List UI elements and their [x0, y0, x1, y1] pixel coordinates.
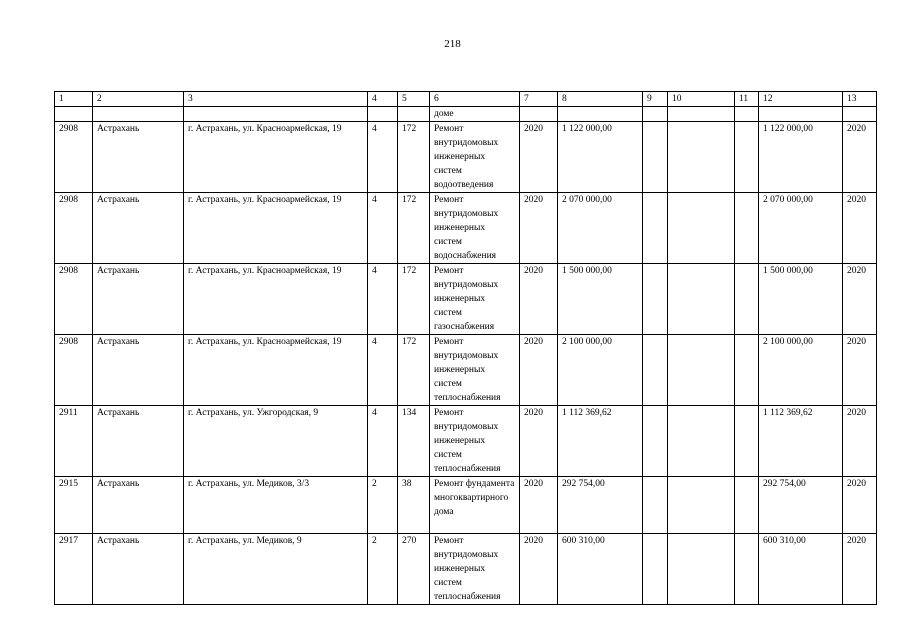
- year-cell: 2020: [520, 477, 558, 534]
- continuation-cell: [558, 107, 643, 122]
- address-cell: г. Астрахань, ул. Ужгородская, 9: [184, 406, 368, 477]
- area-cell: 172: [398, 335, 430, 406]
- address-cell: г. Астрахань, ул. Красноармейская, 19: [184, 122, 368, 193]
- continuation-cell: [398, 107, 430, 122]
- total-cost-cell: 292 754,00: [759, 477, 843, 534]
- end-year-cell: 2020: [843, 534, 877, 605]
- municipality-cell: Астрахань: [93, 335, 184, 406]
- cost-cell: 2 100 000,00: [558, 335, 643, 406]
- col10-cell: [668, 406, 735, 477]
- table-row: [55, 122, 877, 193]
- work-type-cell: Ремонт внутридомовых инженерных систем теплоснабжения: [430, 406, 520, 477]
- end-year-cell: 2020: [843, 122, 877, 193]
- continuation-cell: [668, 107, 735, 122]
- table-body: [55, 92, 877, 605]
- address-cell: г. Астрахань, ул. Красноармейская, 19: [184, 264, 368, 335]
- col9-cell: [643, 534, 668, 605]
- end-year-cell: 2020: [843, 406, 877, 477]
- floors-cell: 4: [368, 264, 398, 335]
- continuation-cell: [735, 107, 759, 122]
- area-cell: 172: [398, 264, 430, 335]
- cost-cell: 2 070 000,00: [558, 193, 643, 264]
- address-cell: г. Астрахань, ул. Красноармейская, 19: [184, 335, 368, 406]
- col9-cell: [643, 122, 668, 193]
- floors-cell: 4: [368, 406, 398, 477]
- continuation-cell: [55, 107, 93, 122]
- col9-cell: [643, 264, 668, 335]
- col11-cell: [735, 406, 759, 477]
- area-cell: 172: [398, 193, 430, 264]
- col10-cell: [668, 264, 735, 335]
- area-cell: 172: [398, 122, 430, 193]
- column-header: 10: [668, 92, 735, 107]
- municipality-cell: Астрахань: [93, 122, 184, 193]
- continuation-cell: [759, 107, 843, 122]
- house-id-cell: 2915: [55, 477, 93, 534]
- floors-cell: 4: [368, 122, 398, 193]
- work-type-cell: Ремонт внутридомовых инженерных систем газоснабжения: [430, 264, 520, 335]
- col11-cell: [735, 477, 759, 534]
- column-header: 11: [735, 92, 759, 107]
- column-header: 2: [93, 92, 184, 107]
- end-year-cell: 2020: [843, 264, 877, 335]
- repair-program-table: [54, 91, 877, 605]
- house-id-cell: 2908: [55, 122, 93, 193]
- continuation-cell: [643, 107, 668, 122]
- column-header: 6: [430, 92, 520, 107]
- address-cell: г. Астрахань, ул. Медиков, 3/3: [184, 477, 368, 534]
- col11-cell: [735, 193, 759, 264]
- year-cell: 2020: [520, 406, 558, 477]
- address-cell: г. Астрахань, ул. Медиков, 9: [184, 534, 368, 605]
- table-row: [55, 477, 877, 534]
- house-id-cell: 2908: [55, 193, 93, 264]
- house-id-cell: 2917: [55, 534, 93, 605]
- work-type-cell: Ремонт внутридомовых инженерных систем водоотведения: [430, 122, 520, 193]
- floors-cell: 4: [368, 193, 398, 264]
- cost-cell: 1 122 000,00: [558, 122, 643, 193]
- year-cell: 2020: [520, 193, 558, 264]
- continuation-cell: [184, 107, 368, 122]
- house-id-cell: 2908: [55, 264, 93, 335]
- municipality-cell: Астрахань: [93, 264, 184, 335]
- column-header: 8: [558, 92, 643, 107]
- continuation-cell: [843, 107, 877, 122]
- year-cell: 2020: [520, 335, 558, 406]
- end-year-cell: 2020: [843, 477, 877, 534]
- total-cost-cell: 1 500 000,00: [759, 264, 843, 335]
- total-cost-cell: 2 070 000,00: [759, 193, 843, 264]
- continuation-cell: [368, 107, 398, 122]
- col10-cell: [668, 193, 735, 264]
- continuation-cell: [520, 107, 558, 122]
- work-type-cell: Ремонт внутридомовых инженерных систем теплоснабжения: [430, 534, 520, 605]
- page-number: 218: [444, 38, 461, 50]
- col10-cell: [668, 477, 735, 534]
- column-header: 4: [368, 92, 398, 107]
- table-row: [55, 406, 877, 477]
- table-row: [55, 264, 877, 335]
- column-header: 7: [520, 92, 558, 107]
- col10-cell: [668, 335, 735, 406]
- total-cost-cell: 1 112 369,62: [759, 406, 843, 477]
- year-cell: 2020: [520, 264, 558, 335]
- work-type-cell: Ремонт фундамента многоквартирного дома: [430, 477, 520, 534]
- table-row: [55, 193, 877, 264]
- col11-cell: [735, 534, 759, 605]
- floors-cell: 4: [368, 335, 398, 406]
- col10-cell: [668, 122, 735, 193]
- municipality-cell: Астрахань: [93, 534, 184, 605]
- col9-cell: [643, 477, 668, 534]
- continuation-row: [55, 107, 877, 122]
- column-number-row: [55, 92, 877, 107]
- total-cost-cell: 2 100 000,00: [759, 335, 843, 406]
- col9-cell: [643, 406, 668, 477]
- cost-cell: 1 112 369,62: [558, 406, 643, 477]
- area-cell: 270: [398, 534, 430, 605]
- cost-cell: 600 310,00: [558, 534, 643, 605]
- area-cell: 134: [398, 406, 430, 477]
- col11-cell: [735, 335, 759, 406]
- table-row: [55, 534, 877, 605]
- total-cost-cell: 1 122 000,00: [759, 122, 843, 193]
- col10-cell: [668, 534, 735, 605]
- house-id-cell: 2908: [55, 335, 93, 406]
- municipality-cell: Астрахань: [93, 477, 184, 534]
- work-type-cell: Ремонт внутридомовых инженерных систем теплоснабжения: [430, 335, 520, 406]
- col11-cell: [735, 264, 759, 335]
- work-type-cell: Ремонт внутридомовых инженерных систем водоснабжения: [430, 193, 520, 264]
- year-cell: 2020: [520, 534, 558, 605]
- address-cell: г. Астрахань, ул. Красноармейская, 19: [184, 193, 368, 264]
- continuation-cell: доме: [430, 107, 520, 122]
- continuation-cell: [93, 107, 184, 122]
- cost-cell: 1 500 000,00: [558, 264, 643, 335]
- column-header: 3: [184, 92, 368, 107]
- column-header: 12: [759, 92, 843, 107]
- end-year-cell: 2020: [843, 193, 877, 264]
- cost-cell: 292 754,00: [558, 477, 643, 534]
- floors-cell: 2: [368, 534, 398, 605]
- col11-cell: [735, 122, 759, 193]
- table-row: [55, 335, 877, 406]
- municipality-cell: Астрахань: [93, 193, 184, 264]
- area-cell: 38: [398, 477, 430, 534]
- end-year-cell: 2020: [843, 335, 877, 406]
- column-header: 9: [643, 92, 668, 107]
- column-header: 1: [55, 92, 93, 107]
- column-header: 13: [843, 92, 877, 107]
- column-header: 5: [398, 92, 430, 107]
- municipality-cell: Астрахань: [93, 406, 184, 477]
- col9-cell: [643, 193, 668, 264]
- floors-cell: 2: [368, 477, 398, 534]
- col9-cell: [643, 335, 668, 406]
- house-id-cell: 2911: [55, 406, 93, 477]
- year-cell: 2020: [520, 122, 558, 193]
- total-cost-cell: 600 310,00: [759, 534, 843, 605]
